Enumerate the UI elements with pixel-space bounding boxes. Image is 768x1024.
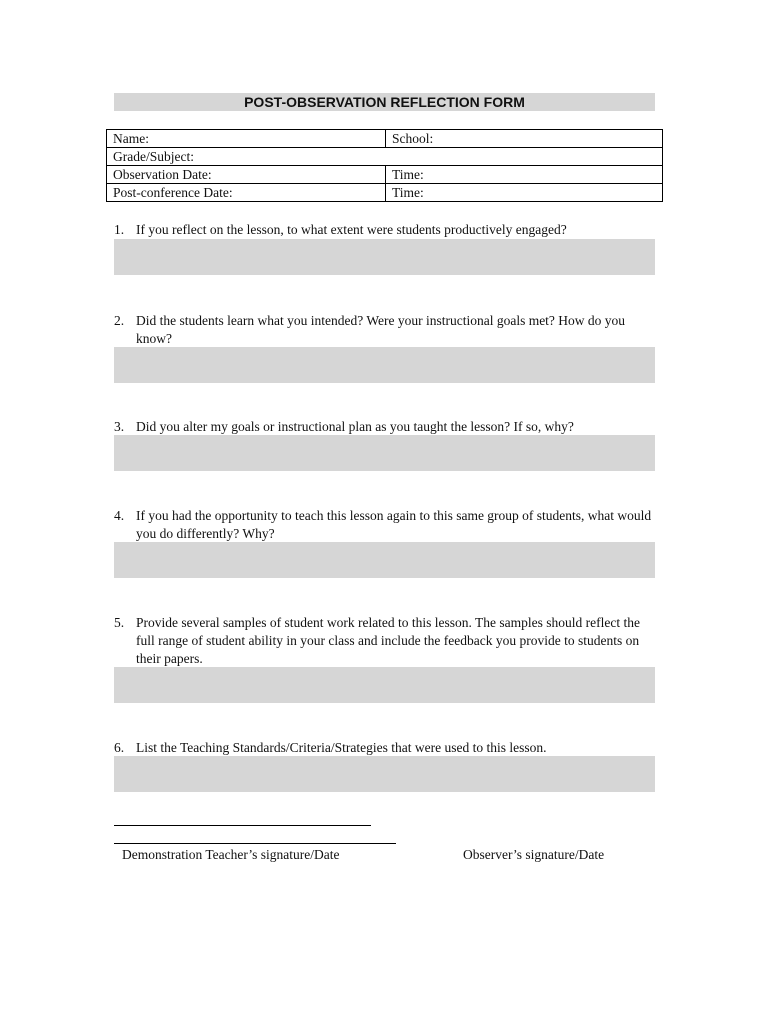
question-number: 1. bbox=[114, 222, 125, 237]
question-text: If you had the opportunity to teach this lesson again to this same group of students, what would you do differently? Why? bbox=[136, 508, 652, 541]
question-text: List the Teaching Standards/Criteria/Strategies that were used to this lesson. bbox=[136, 740, 547, 755]
question-3 bbox=[114, 418, 659, 436]
question-5 bbox=[114, 614, 659, 668]
question-text: If you reflect on the lesson, to what extent were students productively engaged? bbox=[136, 222, 567, 237]
postconference-time-field[interactable]: Time: bbox=[386, 184, 663, 202]
form-title: POST-OBSERVATION REFLECTION FORM bbox=[114, 93, 655, 111]
teacher-signature-label: Demonstration Teacher’s signature/Date bbox=[122, 847, 340, 862]
teacher-signature-line[interactable] bbox=[114, 825, 371, 826]
question-number: 2. bbox=[114, 313, 125, 328]
question-4 bbox=[114, 507, 659, 543]
answer-box-5[interactable] bbox=[114, 667, 655, 703]
question-text: Provide several samples of student work related to this lesson. The samples should reflect the full range of student ability in your class and include the feedback you provide to students on their papers. bbox=[136, 615, 641, 666]
observation-time-field[interactable]: Time: bbox=[386, 166, 663, 184]
question-text: Did you alter my goals or instructional plan as you taught the lesson? If so, why? bbox=[136, 419, 574, 434]
info-table bbox=[106, 129, 663, 202]
question-2 bbox=[114, 312, 659, 348]
answer-box-2[interactable] bbox=[114, 347, 655, 383]
answer-box-1[interactable] bbox=[114, 239, 655, 275]
table-row bbox=[107, 130, 663, 148]
school-field[interactable]: School: bbox=[386, 130, 663, 148]
question-number: 5. bbox=[114, 615, 125, 630]
grade-subject-field[interactable]: Grade/Subject: bbox=[107, 148, 663, 166]
table-row bbox=[107, 166, 663, 184]
question-text: Did the students learn what you intended? Were your instructional goals met? How do you know? bbox=[136, 313, 626, 346]
question-number: 4. bbox=[114, 508, 125, 523]
answer-box-6[interactable] bbox=[114, 756, 655, 792]
question-number: 6. bbox=[114, 740, 125, 755]
answer-box-3[interactable] bbox=[114, 435, 655, 471]
observer-signature-label: Observer’s signature/Date bbox=[463, 847, 605, 862]
table-row bbox=[107, 148, 663, 166]
name-field[interactable]: Name: bbox=[107, 130, 386, 148]
table-row bbox=[107, 184, 663, 202]
question-number: 3. bbox=[114, 419, 125, 434]
observation-date-field[interactable]: Observation Date: bbox=[107, 166, 386, 184]
answer-box-4[interactable] bbox=[114, 542, 655, 578]
question-1 bbox=[114, 221, 659, 239]
signature-underline bbox=[114, 843, 396, 844]
question-6 bbox=[114, 739, 659, 757]
postconference-date-field[interactable]: Post-conference Date: bbox=[107, 184, 386, 202]
